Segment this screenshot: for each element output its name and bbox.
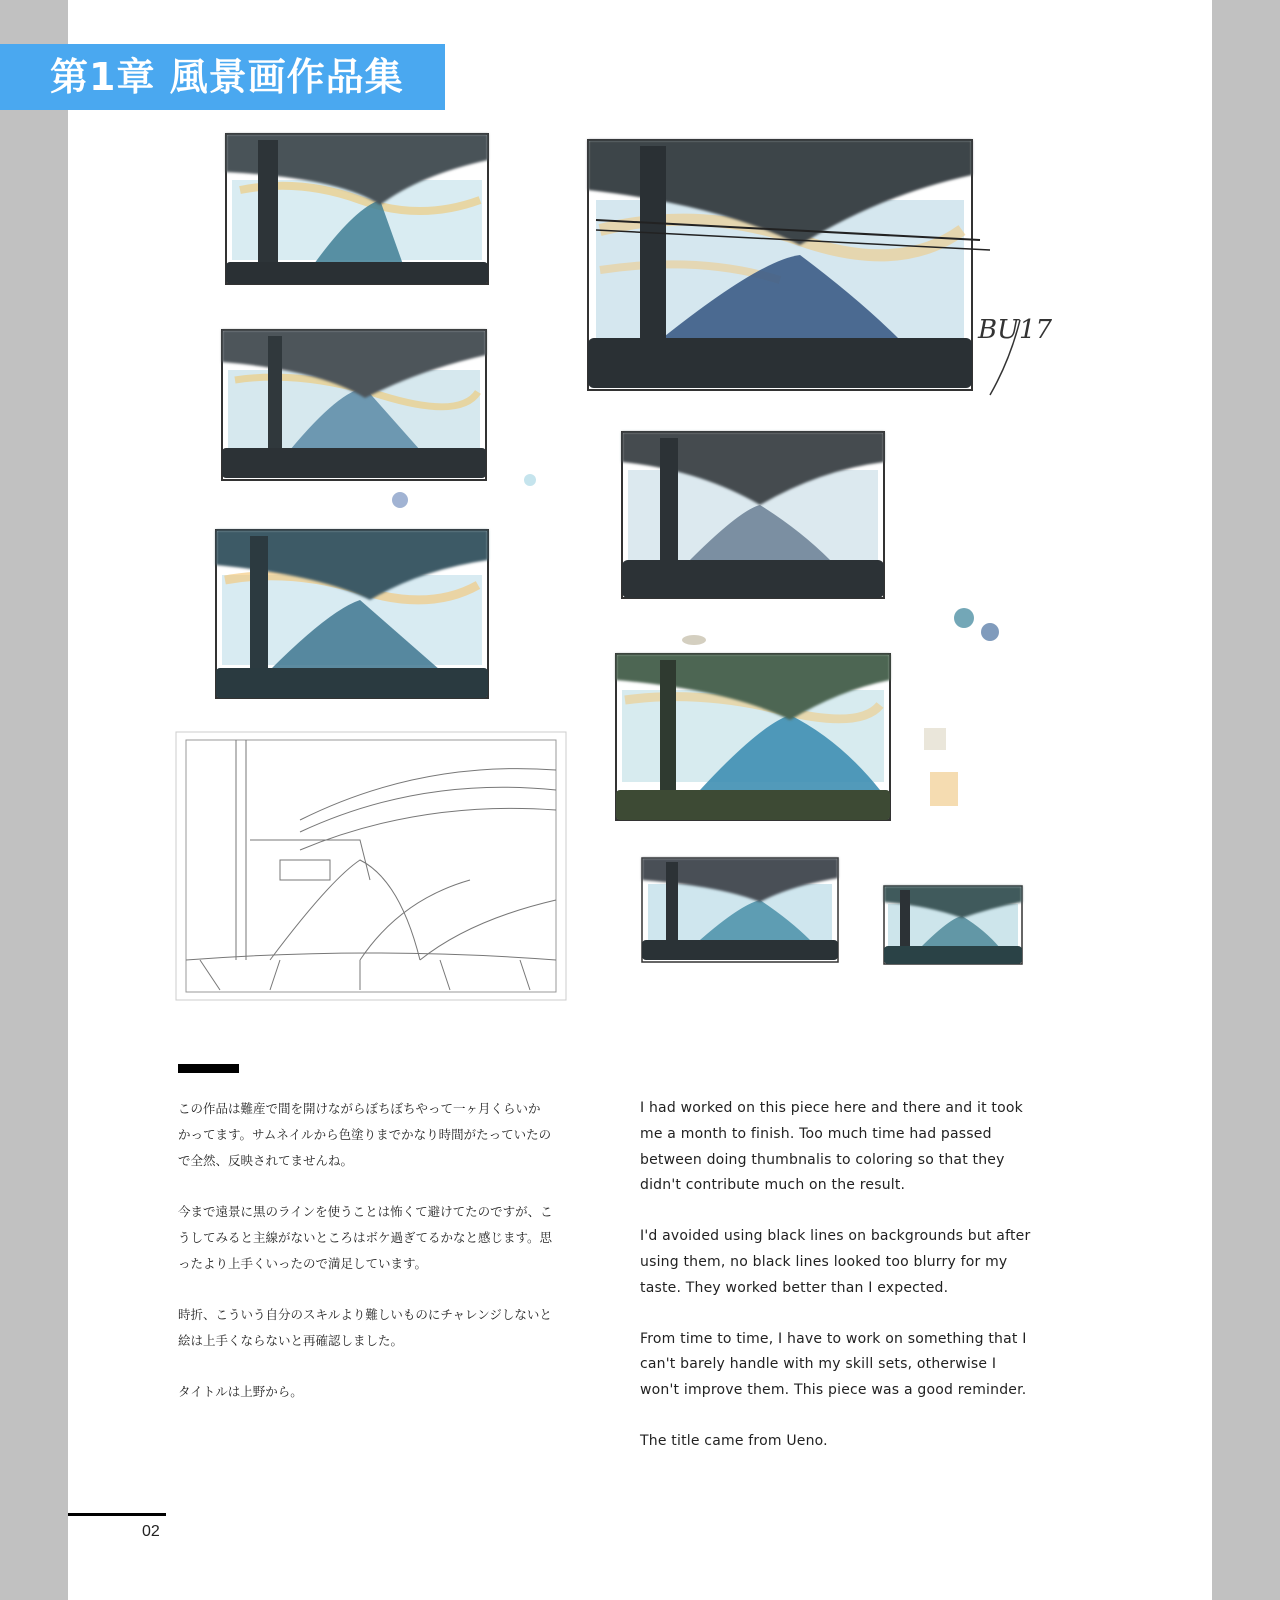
english-paragraph: From time to time, I have to work on something that I can't barely handle with my skill sets, otherwise I won't improve them. This piece was a good reminder. (640, 1330, 1027, 1399)
pencil-line-sketch (176, 732, 566, 1000)
japanese-paragraph: タイトルは上野から。 (178, 1384, 303, 1399)
japanese-paragraph: 時折、こういう自分のスキルより難しいものにチャレンジしないと 絵は上手くならないと再確認しました。 (178, 1307, 552, 1348)
english-text-column (640, 1096, 1070, 1480)
japanese-text-column (178, 1096, 598, 1430)
english-paragraph: I had worked on this piece here and there and it took me a month to finish. Too much time had passed between doing thumbnalis to coloring so that they didn't contribute much on the result. (640, 1100, 1023, 1194)
signature (977, 315, 1053, 395)
footer-rule (68, 1513, 166, 1516)
thumbnail-sketch-1 (226, 134, 488, 284)
chapter-title: 第1章 風景画作品集 (0, 44, 445, 110)
thumbnail-sketch-6 (642, 858, 838, 962)
english-paragraph: The title came from Ueno. (640, 1432, 828, 1449)
svg-text:BU17: BU17 (978, 315, 1053, 345)
thumbnail-sketch-4 (622, 432, 884, 598)
thumbnail-sketch-large (588, 140, 990, 390)
japanese-paragraph: この作品は難産で間を開けながらぼちぼちやって一ヶ月くらいか かってます。サムネイルから色塗りまでかなり時間がたっていたの で全然、反映されてませんね。 (178, 1101, 552, 1168)
section-accent-bar (178, 1064, 239, 1073)
japanese-paragraph: 今まで遠景に黒のラインを使うことは怖くて避けてたのですが、こ うしてみると主線がないところはボケ過ぎてるかなと感じます。思 ったより上手くいったので満足しています。 (178, 1204, 553, 1271)
thumbnail-sketch-2 (222, 330, 486, 480)
thumbnail-sketch-5 (616, 654, 890, 820)
thumbnail-sketch-3 (216, 530, 488, 698)
thumbnail-sketch-7 (884, 886, 1022, 964)
english-paragraph: I'd avoided using black lines on backgrounds but after using them, no black lines looked too blurry for my taste. They worked better than I expected. (640, 1228, 1031, 1296)
page-number: 02 (142, 1523, 160, 1540)
